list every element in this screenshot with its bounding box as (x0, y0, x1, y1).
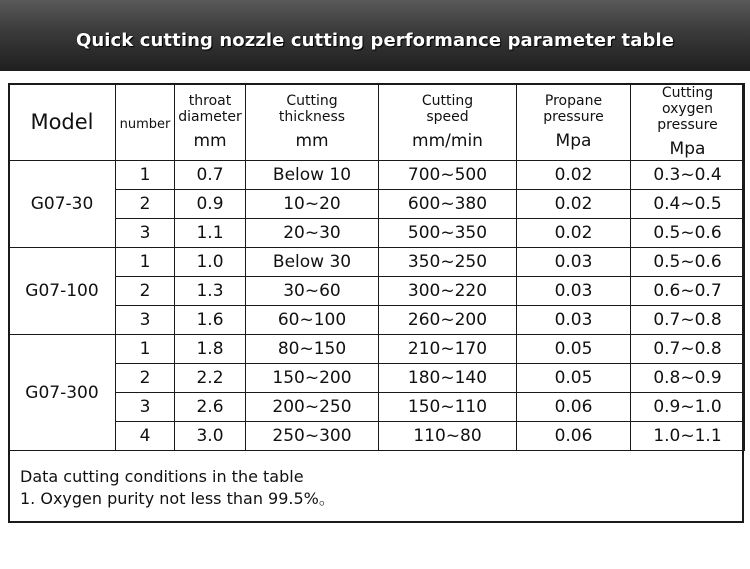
speed-cell: 600~380 (379, 190, 517, 219)
note-item: 1. Oxygen purity not less than 99.5%。 (20, 489, 335, 508)
throat-cell: 0.7 (175, 161, 246, 190)
parameter-table (8, 83, 745, 451)
page-title: Quick cutting nozzle cutting performance parameter table (75, 30, 675, 51)
propane-cell: 0.03 (517, 277, 631, 306)
model-cell: G07-30 (9, 161, 116, 248)
oxygen-cell: 0.6~0.7 (631, 277, 745, 306)
model-cell: G07-300 (9, 335, 116, 451)
propane-cell: 0.06 (517, 393, 631, 422)
thickness-cell: 60~100 (246, 306, 379, 335)
propane-cell: 0.03 (517, 306, 631, 335)
header-throat-diameter: throat diameter mm (175, 84, 246, 161)
speed-cell: 150~110 (379, 393, 517, 422)
speed-cell: 350~250 (379, 248, 517, 277)
speed-cell: 500~350 (379, 219, 517, 248)
throat-cell: 1.0 (175, 248, 246, 277)
propane-cell: 0.03 (517, 248, 631, 277)
thickness-cell: 150~200 (246, 364, 379, 393)
number-cell: 2 (116, 364, 175, 393)
propane-cell: 0.02 (517, 161, 631, 190)
oxygen-cell: 0.5~0.6 (631, 248, 745, 277)
throat-cell: 3.0 (175, 422, 246, 451)
header-cutting-thickness: Cutting thickness mm (246, 84, 379, 161)
oxygen-cell: 0.8~0.9 (631, 364, 745, 393)
header-model: Model (9, 84, 116, 161)
header-number: number (116, 84, 175, 161)
number-cell: 3 (116, 219, 175, 248)
header-oxygen-pressure: Cutting oxygen pressure Mpa (631, 84, 745, 161)
table-row (9, 277, 745, 306)
oxygen-cell: 0.4~0.5 (631, 190, 745, 219)
propane-cell: 0.02 (517, 219, 631, 248)
model-cell: G07-100 (9, 248, 116, 335)
speed-cell: 300~220 (379, 277, 517, 306)
speed-cell: 700~500 (379, 161, 517, 190)
thickness-cell: 30~60 (246, 277, 379, 306)
number-cell: 1 (116, 248, 175, 277)
thickness-cell: 250~300 (246, 422, 379, 451)
number-cell: 2 (116, 277, 175, 306)
number-cell: 4 (116, 422, 175, 451)
speed-cell: 110~80 (379, 422, 517, 451)
oxygen-cell: 0.7~0.8 (631, 306, 745, 335)
throat-cell: 1.6 (175, 306, 246, 335)
table-row (9, 364, 745, 393)
thickness-cell: Below 30 (246, 248, 379, 277)
table-row (9, 190, 745, 219)
speed-cell: 260~200 (379, 306, 517, 335)
table-row (9, 335, 745, 364)
note-heading: Data cutting conditions in the table (20, 467, 304, 486)
number-cell: 1 (116, 161, 175, 190)
thickness-cell: 20~30 (246, 219, 379, 248)
oxygen-cell: 0.5~0.6 (631, 219, 745, 248)
header-row (9, 84, 745, 161)
propane-cell: 0.05 (517, 335, 631, 364)
throat-cell: 1.8 (175, 335, 246, 364)
propane-cell: 0.02 (517, 190, 631, 219)
oxygen-cell: 0.9~1.0 (631, 393, 745, 422)
table-row (9, 422, 745, 451)
speed-cell: 210~170 (379, 335, 517, 364)
thickness-cell: 10~20 (246, 190, 379, 219)
thickness-cell: 80~150 (246, 335, 379, 364)
throat-cell: 1.3 (175, 277, 246, 306)
number-cell: 2 (116, 190, 175, 219)
throat-cell: 2.6 (175, 393, 246, 422)
oxygen-cell: 1.0~1.1 (631, 422, 745, 451)
number-cell: 3 (116, 393, 175, 422)
propane-cell: 0.06 (517, 422, 631, 451)
header-cutting-speed: Cutting speed mm/min (379, 84, 517, 161)
speed-cell: 180~140 (379, 364, 517, 393)
table-row (9, 306, 745, 335)
throat-cell: 1.1 (175, 219, 246, 248)
oxygen-cell: 0.7~0.8 (631, 335, 745, 364)
table-row (9, 248, 745, 277)
number-cell: 1 (116, 335, 175, 364)
oxygen-cell: 0.3~0.4 (631, 161, 745, 190)
table-row (9, 161, 745, 190)
number-cell: 3 (116, 306, 175, 335)
table-row (9, 393, 745, 422)
header-propane-pressure: Propane pressure Mpa (517, 84, 631, 161)
throat-cell: 2.2 (175, 364, 246, 393)
table-row (9, 219, 745, 248)
propane-cell: 0.05 (517, 364, 631, 393)
table-notes (20, 466, 335, 510)
thickness-cell: 200~250 (246, 393, 379, 422)
title-banner (0, 0, 750, 71)
throat-cell: 0.9 (175, 190, 246, 219)
thickness-cell: Below 10 (246, 161, 379, 190)
